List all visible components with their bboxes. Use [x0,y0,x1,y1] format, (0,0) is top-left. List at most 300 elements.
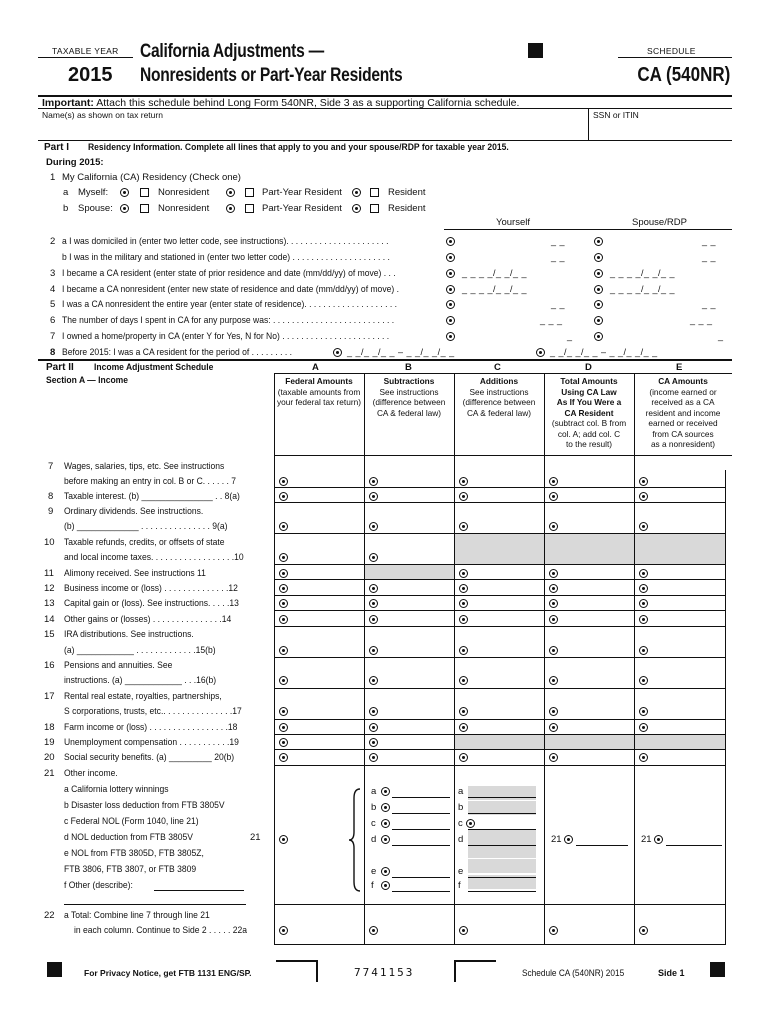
col-e-desc: earned or received [648,418,718,428]
line5-yourself[interactable]: _ _ [551,299,566,309]
col-c-entry[interactable] [472,519,538,532]
opt-nonresident: Nonresident [158,187,210,198]
col-letter-d: D [585,362,592,373]
col-b-entry[interactable] [382,596,448,609]
col-c-entry[interactable] [472,720,538,733]
row8-num: 8 [48,491,54,502]
row22-text2: in each column. Continue to Side 2 . . . . . 22a [74,925,248,936]
col-d-entry[interactable] [562,581,628,594]
ssn-label: SSN or ITIN [593,110,639,120]
part-rule [38,359,732,361]
brace-icon [348,788,362,892]
bullet-icon [381,787,390,796]
l21-col-b-entry[interactable] [392,813,450,814]
l21-col-c-entry[interactable] [468,813,536,814]
col-a-entry[interactable] [292,581,358,594]
part1-label: Part I [44,142,70,153]
col-e-entry[interactable] [652,643,724,656]
bullet-icon [459,646,468,655]
bullet-icon [446,253,455,262]
col-c-entry[interactable] [472,704,538,717]
privacy-notice: For Privacy Notice, get FTB 1131 ENG/SP. [84,968,252,978]
row15-num: 15 [44,629,55,640]
bullet-icon [369,738,378,747]
col-divider [364,373,365,945]
barcode-frame-left [276,960,318,982]
divider [38,57,133,58]
bullet-icon [369,723,378,732]
bullet-icon [466,819,475,828]
l21-col-b-entry[interactable] [392,891,450,892]
bullet-icon [594,285,603,294]
row12-text: Business income or (loss) . . . . . . . . . . . . . .12 [64,583,238,594]
taxable-year-label: TAXABLE YEAR [52,46,119,56]
line5-spouse[interactable]: _ _ [702,299,717,309]
l21-col-b-entry[interactable] [392,797,450,798]
line-num: 6 [50,315,56,326]
bullet-icon [369,599,378,608]
col-c-entry[interactable] [472,750,538,763]
l21-col-b-entry[interactable] [392,829,450,830]
l21-col-b-entry[interactable] [392,845,450,846]
col-e-entry[interactable] [652,596,724,609]
bullet-icon [549,615,558,624]
col-c-header [454,376,544,418]
line-num: 5 [50,299,56,310]
spouse-label: Spouse: [78,203,113,214]
bullet-icon [279,599,288,608]
col-d-entry[interactable] [562,474,628,487]
bullet-icon [459,676,468,685]
row20-text: Social security benefits. (a) _________ 20(b) [64,752,235,763]
col-a-title: Federal Amounts [285,376,353,386]
line2a-text: a I was domiciled in (enter two letter code, see instructions). . . . . . . . . . . . . . . . . . . . . . [62,236,389,247]
col-b-desc: (difference between [372,397,446,407]
row9-num: 9 [48,506,54,517]
row16-text: Pensions and annuities. See [64,660,173,671]
line1a-letter: a [63,187,69,198]
bullet-icon [639,599,648,608]
divider [38,108,732,109]
l21-col-d-entry[interactable] [576,845,628,846]
myself-label: Myself: [78,187,109,198]
row20-num: 20 [44,752,55,763]
l22-col-d-entry[interactable] [562,923,628,936]
bullet-icon [594,316,603,325]
bullet-icon [446,316,455,325]
col-c-desc: (difference between [462,397,536,407]
col-a-entry[interactable] [292,474,358,487]
bullet-icon [369,753,378,762]
col-b-desc: See instructions [379,386,439,397]
line7-spouse[interactable]: _ [718,331,724,341]
bullet-icon [352,188,361,197]
col-c-entry[interactable] [472,474,538,487]
col-a-entry[interactable] [292,550,358,563]
line1b-letter: b [63,203,69,214]
bullet-icon [279,753,288,762]
row21-num: 21 [44,768,55,779]
bullet-icon [549,926,558,935]
line2a-yourself[interactable]: _ _ [551,236,566,246]
row-line [274,904,725,905]
l21-col-e-entry[interactable] [666,845,722,846]
bullet-icon [549,676,558,685]
opt-resident: Resident [388,203,426,214]
col-b-title: Subtractions [383,376,435,386]
shaded-cell [454,735,725,750]
bullet-icon [446,332,455,341]
line-num: 4 [50,284,56,295]
bullet-icon [639,753,648,762]
bullet-icon [279,646,288,655]
shaded-cell [364,565,454,579]
line5-text: I was a CA nonresident the entire year (enter state of residence). . . . . . . . . . . . . . . . . . . . [62,299,398,310]
form-id: CA (540NR) [637,64,730,86]
important-text: Attach this schedule behind Long Form 540NR, Side 3 as a supporting California schedule. [96,97,520,109]
bullet-icon [594,269,603,278]
bullet-icon [594,300,603,309]
bullet-icon [594,237,603,246]
col-a-entry[interactable] [292,720,358,733]
col-a-entry[interactable] [292,704,358,717]
barcode-number: 7741153 [354,966,415,979]
myself-partyear-checkbox[interactable] [245,188,254,197]
row19-text: Unemployment compensation . . . . . . . . . . .19 [64,737,239,748]
col-a-entry[interactable] [292,643,358,656]
bullet-icon [639,569,648,578]
col-b-entry[interactable] [382,720,448,733]
bullet-icon [459,615,468,624]
side-label: Side 1 [658,968,685,978]
l21f-text: f Other (describe): [64,880,133,891]
line8-text: Before 2015: I was a CA resident for the period of . . . . . . . . . [62,347,293,358]
col-divider [544,373,545,945]
col-d-entry[interactable] [562,566,628,579]
bullet-icon [381,867,390,876]
col-e-entry[interactable] [652,720,724,733]
l21-num: 21 [250,832,261,843]
l21-col-b-entry[interactable] [392,877,450,878]
bullet-icon [594,253,603,262]
bullet-icon [369,646,378,655]
l21f-describe-line[interactable] [154,890,244,891]
col-c-entry[interactable] [472,566,538,579]
col-e-entry[interactable] [652,519,724,532]
bullet-icon [369,676,378,685]
col-e-desc: received as a CA [651,397,715,407]
col-b-entry[interactable] [382,612,448,625]
col-a-desc: your federal tax return) [277,397,361,407]
col-e-entry[interactable] [652,612,724,625]
bullet-icon [279,569,288,578]
row-line [274,765,725,766]
l21b-letter-c: c [371,818,376,829]
line7-yourself[interactable]: _ [567,331,573,341]
col-divider [274,373,275,945]
registration-mark [710,962,725,977]
col-c-entry[interactable] [472,643,538,656]
l21c-letter-e: e [458,866,464,877]
bullet-icon [549,584,558,593]
row21-text: Other income. [64,768,118,779]
row-line [274,610,725,611]
col-a-entry[interactable] [292,519,358,532]
col-b-entry[interactable] [382,581,448,594]
col-b-entry[interactable] [382,550,448,563]
l21-col-c-entry[interactable] [468,845,536,846]
row9-text2: (b) _____________ . . . . . . . . . . . . . . . 9(a) [64,521,228,532]
row10-text2: and local income taxes. . . . . . . . . . . . . . . . . .10 [64,552,244,563]
divider [274,455,732,456]
bullet-icon [549,723,558,732]
row18-num: 18 [44,722,55,733]
col-e-title: CA Amounts [658,376,708,386]
col-c-entry[interactable] [472,612,538,625]
bullet-icon [459,569,468,578]
l22-col-a-entry[interactable] [292,923,358,936]
divider [274,373,732,374]
line4-spouse[interactable]: _ _ _ _/_ _/_ _ [610,284,676,294]
line3-text: I became a CA resident (enter state of prior residence and date (mm/dd/yy) of move) . . . [62,268,396,279]
bullet-icon [549,492,558,501]
form-title-line1: California Adjustments — [140,41,324,62]
bullet-icon [352,204,361,213]
spouse-partyear-checkbox[interactable] [245,204,254,213]
col-e-entry[interactable] [652,581,724,594]
bullet-icon [639,492,648,501]
l22-col-e-entry[interactable] [652,923,718,936]
line6-yourself[interactable]: _ _ _ [540,315,563,325]
barcode-frame-right [454,960,496,982]
col-b-entry[interactable] [382,474,448,487]
bullet-icon [381,803,390,812]
opt-nonresident: Nonresident [158,203,210,214]
col-a-entry[interactable] [292,489,358,502]
col-c-entry[interactable] [472,596,538,609]
bullet-icon [446,237,455,246]
col-b-entry[interactable] [382,735,448,748]
l21a-text: a California lottery winnings [64,784,169,795]
opt-partyear: Part-Year Resident [262,203,342,214]
col-a-entry[interactable] [292,566,358,579]
bullet-icon [279,723,288,732]
col-e-entry[interactable] [652,750,724,763]
col-divider [725,470,726,945]
col-d-entry[interactable] [562,750,628,763]
row17-text2: S corporations, trusts, etc.. . . . . . . . . . . . . . .17 [64,706,242,717]
ssn-field[interactable] [592,121,730,139]
bullet-icon [639,646,648,655]
row19-num: 19 [44,737,55,748]
row15-text2: (a) ____________ . . . . . . . . . . . . .15(b) [64,645,216,656]
col-c-entry[interactable] [472,673,538,686]
bullet-icon [459,723,468,732]
bullet-icon [279,676,288,685]
shaded-cell [468,859,536,873]
line6-text: The number of days I spent in CA for any purpose was: . . . . . . . . . . . . . . . . . . . . . . . . . . [62,315,395,326]
bullet-icon [549,522,558,531]
bullet-icon [459,477,468,486]
col-e-entry[interactable] [652,704,724,717]
col-letter-a: A [312,362,319,373]
row15-text: IRA distributions. See instructions. [64,629,194,640]
line6-spouse[interactable]: _ _ _ [690,315,713,325]
line2b-spouse[interactable]: _ _ [702,252,717,262]
row-line [274,533,725,534]
bullet-icon [639,723,648,732]
col-c-title: Additions [479,376,519,386]
bullet-icon [120,188,129,197]
col-a-entry[interactable] [292,673,358,686]
line2b-yourself[interactable]: _ _ [551,252,566,262]
spouse-nonresident-checkbox[interactable] [140,204,149,213]
col-d-title: Total Amounts [560,376,618,386]
l21b-letter-b: b [371,802,377,813]
col-a-entry[interactable] [292,596,358,609]
col-d-header [544,376,634,450]
row14-num: 14 [44,614,55,625]
schedule-label: SCHEDULE [647,46,696,56]
line-num: 7 [50,331,56,342]
row-line [274,579,725,580]
col-e-header [634,376,732,450]
bullet-icon [564,835,573,844]
form-title-line2: Nonresidents or Part-Year Residents [140,65,403,86]
bullet-icon [446,285,455,294]
line3-yourself[interactable]: _ _ _ _/_ _/_ _ [462,268,528,278]
row12-num: 12 [44,583,55,594]
col-b-entry[interactable] [382,673,448,686]
row13-text: Capital gain or (loss). See instructions. . . . .13 [64,598,239,609]
col-d-title: CA Resident [564,407,614,418]
l21e-text2: FTB 3806, FTB 3807, or FTB 3809 [64,864,197,875]
bullet-icon [549,753,558,762]
line3-spouse[interactable]: _ _ _ _/_ _/_ _ [610,268,676,278]
e21-label: 21 [641,834,652,845]
bullet-icon [446,269,455,278]
row11-text: Alimony received. See instructions 11 [64,568,206,579]
l21c-letter-c: c [458,818,463,829]
bullet-icon [369,522,378,531]
line8-spouse[interactable]: _ _/_ _/_ _ – _ _/_ _/_ _ [550,347,658,357]
bullet-icon [279,477,288,486]
row10-num: 10 [44,537,55,548]
bullet-icon [459,926,468,935]
col-d-entry[interactable] [562,673,628,686]
l21-col-c-entry[interactable] [468,877,536,878]
bullet-icon [369,926,378,935]
bullet-icon [459,584,468,593]
bullet-icon [369,553,378,562]
col-a-entry[interactable] [292,750,358,763]
col-letter-e: E [676,362,683,373]
col-d-entry[interactable] [562,643,628,656]
l21b-letter-e: e [371,866,377,877]
shaded-cell [454,534,725,564]
col-a-entry[interactable] [292,735,358,748]
row14-text: Other gains or (losses) . . . . . . . . . . . . . . .14 [64,614,232,625]
l22-col-b-entry[interactable] [382,923,448,936]
l21-col-c-entry[interactable] [468,829,536,830]
line4-yourself[interactable]: _ _ _ _/_ _/_ _ [462,284,528,294]
l22-col-c-entry[interactable] [472,923,538,936]
bullet-icon [279,926,288,935]
col-b-entry[interactable] [382,489,448,502]
col-e-entry[interactable] [652,566,724,579]
l21-col-c-entry[interactable] [468,891,536,892]
spouse-resident-checkbox[interactable] [370,204,379,213]
col-e-entry[interactable] [652,489,724,502]
l21e-text: e NOL from FTB 3805D, FTB 3805Z, [64,848,204,859]
col-b-entry[interactable] [382,704,448,717]
myself-nonresident-checkbox[interactable] [140,188,149,197]
col-c-desc: CA & federal law) [466,407,532,418]
col-d-entry[interactable] [562,720,628,733]
col-b-entry[interactable] [382,519,448,532]
col-c-entry[interactable] [472,581,538,594]
myself-resident-checkbox[interactable] [370,188,379,197]
divider [38,140,732,141]
bullet-icon [459,522,468,531]
row-line [274,688,725,689]
line2a-spouse[interactable]: _ _ [702,236,717,246]
col-e-entry[interactable] [652,474,724,487]
names-field[interactable] [42,121,582,139]
row8-text: Taxable interest. (b) _______________ . . 8(a) [64,491,240,502]
bullet-icon [120,204,129,213]
col-d-entry[interactable] [562,519,628,532]
bullet-icon [459,707,468,716]
line2b-text: b I was in the military and stationed in (enter two letter code) . . . . . . . . . . . . . . . . . . . . . [62,252,390,263]
l21c-letter-d: d [458,834,464,845]
l21-col-c-entry[interactable] [468,797,536,798]
l21f-describe-line2[interactable] [64,904,246,905]
line8-yourself[interactable]: _ _/_ _/_ _ – _ _/_ _/_ _ [347,347,455,357]
l21c-letter-a: a [458,786,464,797]
col-d-entry[interactable] [562,596,628,609]
col-b-entry[interactable] [382,750,448,763]
col-d-desc: to the result) [565,439,613,449]
col-d-entry[interactable] [562,489,628,502]
line-num: 2 [50,236,56,247]
bullet-icon [381,819,390,828]
bullet-icon [279,492,288,501]
bullet-icon [459,492,468,501]
row-line [274,487,725,488]
divider [618,57,732,58]
col-c-entry[interactable] [472,489,538,502]
col-e-entry[interactable] [652,673,724,686]
col-e-desc: as a nonresident) [650,439,716,449]
col-d-entry[interactable] [562,704,628,717]
bullet-icon [549,477,558,486]
line1-num: 1 [50,172,56,183]
l21c-letter-b: b [458,802,464,813]
bullet-icon [459,599,468,608]
bullet-icon [446,300,455,309]
col-d-entry[interactable] [562,612,628,625]
registration-mark [528,43,543,58]
col-a-entry[interactable] [292,612,358,625]
names-label: Name(s) as shown on tax return [42,110,163,120]
col-b-entry[interactable] [382,643,448,656]
section-a-title: Section A — Income [46,375,129,386]
bullet-icon [369,615,378,624]
col-e-desc: resident and income [645,407,721,418]
col-yourself: Yourself [496,217,530,228]
bullet-icon [279,707,288,716]
